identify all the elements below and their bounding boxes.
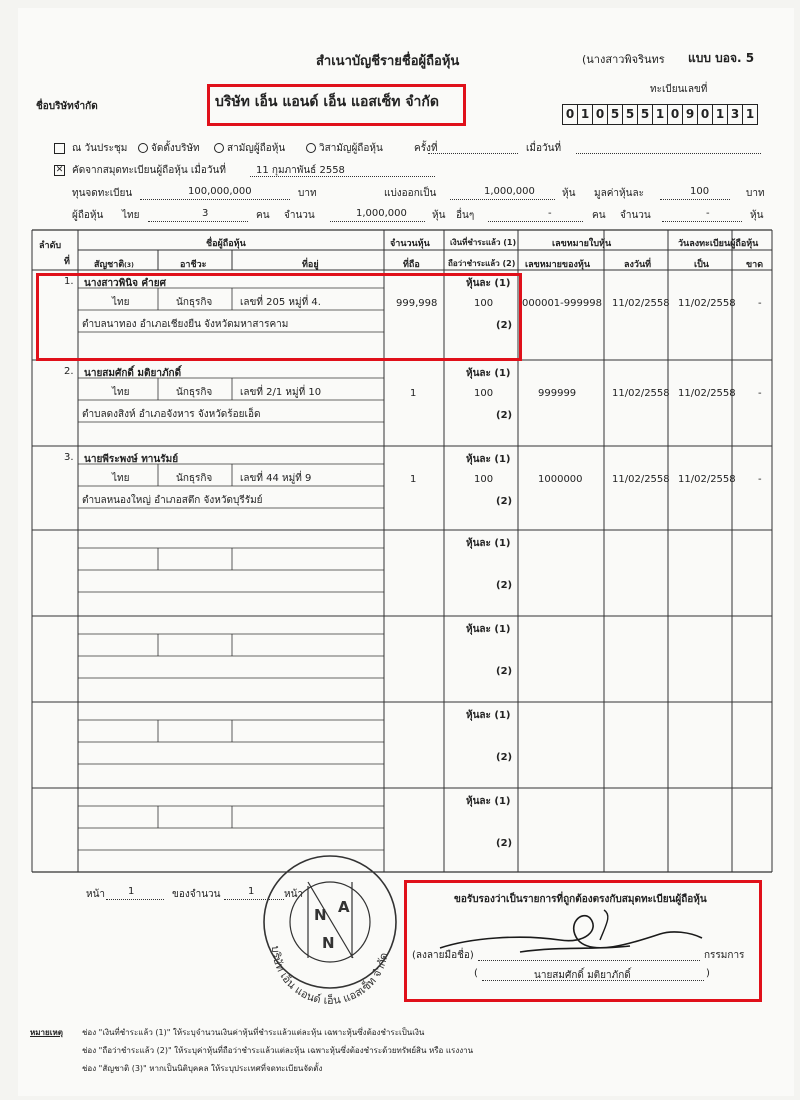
- close-paren: ): [706, 968, 710, 979]
- holder-name: นายสมศักดิ์ มติยาภักดิ์: [84, 368, 182, 379]
- holder-occupation: นักธุรกิจ: [176, 387, 213, 398]
- per-share-label-2: (2): [496, 410, 513, 421]
- col-regdate-header: วันลงทะเบียนผู้ถือหุ้น: [678, 239, 759, 249]
- holder-name: นายพีระพงษ์ ทานรัมย์: [84, 454, 179, 465]
- page-total: 1: [248, 886, 255, 897]
- row-number: 2.: [64, 366, 74, 377]
- copied-date: 11 กุมภาพันธ์ 2558: [256, 165, 345, 176]
- reg-digit: 5: [637, 104, 653, 125]
- per-share-label-2: (2): [496, 752, 513, 763]
- reg-digit: 9: [682, 104, 698, 125]
- document-title: สำเนาบัญชีรายชื่อผู้ถือหุ้น: [316, 54, 460, 69]
- holder-address-line2: ตำบลหนองใหญ่ อำเภอสตึก จังหวัดบุรีรัมย์: [82, 495, 263, 506]
- director-label: กรรมการ: [704, 950, 745, 961]
- note-2: ช่อง "ถือว่าชำระแล้ว (2)" ให้ระบุค่าหุ้นที่ถือว่าชำระแล้วแต่ละหุ้น เฉพาะหุ้นซึ่งต้องชำระด้วยทรัพย์สิน หรือ แรงงาน: [82, 1046, 474, 1055]
- holder-address-line2: ตำบลดงสิงห์ อำเภอจังหาร จังหวัดร้อยเอ็ด: [82, 409, 261, 420]
- col-shares-header: จำนวนหุ้น: [390, 239, 430, 249]
- per-share-label-1: หุ้นละ (1): [466, 454, 511, 465]
- registration-date: 11/02/2558: [678, 388, 736, 399]
- col-paid-header: เงินที่ชำระแล้ว (1): [450, 238, 517, 247]
- thai-label: ไทย: [122, 210, 140, 221]
- per-share-label-1: หุ้นละ (1): [466, 368, 511, 379]
- reg-digit: 1: [712, 104, 728, 125]
- reg-digit: 1: [577, 104, 593, 125]
- registered-capital-label: ทุนจดทะเบียน: [72, 188, 133, 199]
- paid-per-share: 100: [474, 298, 494, 309]
- others-persons-label: คน: [592, 210, 606, 221]
- sign-label: (ลงลายมือชื่อ): [412, 950, 474, 961]
- note-3: ช่อง "สัญชาติ (3)" หากเป็นนิติบุคคล ให้ระบุประเทศที่จดทะเบียนจัดตั้ง: [82, 1064, 323, 1073]
- per-share-label-2: (2): [496, 580, 513, 591]
- open-paren: (: [474, 968, 478, 979]
- thai-shares-unit: หุ้น: [432, 210, 446, 221]
- form-code: แบบ บอจ. 5: [688, 51, 755, 65]
- certificate-date: 11/02/2558: [612, 474, 670, 485]
- par-value: 100: [690, 186, 710, 197]
- total-shares: 1,000,000: [484, 186, 535, 197]
- per-share-label-2: (2): [496, 838, 513, 849]
- per-share-label-2: (2): [496, 496, 513, 507]
- handwritten-note: (นางสาวพิจรินทร: [582, 53, 665, 66]
- copied-from-label: คัดจากสมุดทะเบียนผู้ถือหุ้น เมื่อวันที่: [72, 165, 226, 176]
- reg-digit: 3: [727, 104, 743, 125]
- reg-digit: 0: [697, 104, 713, 125]
- holder-nationality: ไทย: [112, 387, 130, 398]
- certification-text: ขอรับรองว่าเป็นรายการที่ถูกต้องตรงกับสมุดทะเบียนผู้ถือหุ้น: [454, 894, 707, 905]
- holder-nationality: ไทย: [112, 297, 130, 308]
- signer-name: นายสมศักดิ์ มติยาภักดิ์: [534, 970, 631, 981]
- svg-text:A: A: [338, 898, 350, 916]
- others-label: อื่นๆ: [456, 210, 475, 221]
- registered-capital-value: 100,000,000: [188, 186, 252, 197]
- company-name: บริษัท เอ็น แอนด์ เอ็น แอสเซ็ท จำกัด: [215, 94, 439, 110]
- row-number: 1.: [64, 276, 74, 287]
- holder-nationality: ไทย: [112, 473, 130, 484]
- col-cert-no-header: เลขหมายของหุ้น: [525, 260, 590, 270]
- on-date-label: เมื่อวันที่: [526, 143, 562, 154]
- per-share-label-2: (2): [496, 320, 513, 331]
- reg-digit: 0: [667, 104, 683, 125]
- holder-name: นางสาวพินิจ คำยศ: [84, 278, 166, 289]
- holder-shares: 1: [410, 474, 417, 485]
- col-no-header: ลำดับ: [39, 241, 62, 251]
- thai-count: 3: [202, 208, 209, 219]
- others-shares-unit: หุ้น: [750, 210, 764, 221]
- ceased-date: -: [758, 298, 762, 309]
- col-no-header-2: ที่: [64, 257, 70, 267]
- col-occupation-header: อาชีวะ: [180, 260, 207, 270]
- holder-occupation: นักธุรกิจ: [176, 473, 213, 484]
- registration-date: 11/02/2558: [678, 474, 736, 485]
- holder-address-line2: ตำบลนาทอง อำเภอเชียงยืน จังหวัดมหาสารคาม: [82, 319, 289, 330]
- thai-shares: 1,000,000: [356, 208, 407, 219]
- reg-digit: 1: [652, 104, 668, 125]
- col-shares-header-2: ที่ถือ: [403, 260, 420, 270]
- col-nationality-header: สัญชาติ(3): [94, 260, 134, 270]
- col-address-header: ที่อยู่: [302, 260, 319, 270]
- per-share-label-2: (2): [496, 666, 513, 677]
- establish-label: จัดตั้งบริษัท: [151, 143, 200, 154]
- persons-label: คน: [256, 210, 270, 221]
- others-count: -: [548, 208, 552, 219]
- col-cert-date-header: ลงวันที่: [624, 260, 652, 270]
- certificate-date: 11/02/2558: [612, 388, 670, 399]
- certificate-number: 000001-999998: [522, 298, 602, 309]
- col-cert-header: เลขหมายใบหุ้น: [552, 239, 612, 249]
- paid-per-share: 100: [474, 474, 494, 485]
- reg-digit: 0: [592, 104, 608, 125]
- per-share-label-1: หุ้นละ (1): [466, 538, 511, 549]
- at-meeting-label: ณ วันประชุม: [72, 143, 128, 154]
- svg-text:N: N: [322, 934, 335, 952]
- extraordinary-label: วิสามัญผู้ถือหุ้น: [319, 143, 383, 154]
- page-label: หน้า: [86, 889, 106, 900]
- paid-per-share: 100: [474, 388, 494, 399]
- per-share-label-1: หุ้นละ (1): [466, 624, 511, 635]
- registration-label: ทะเบียนเลขที่: [650, 84, 708, 95]
- per-share-label-1: หุ้นละ (1): [466, 710, 511, 721]
- others-amount-label: จำนวน: [620, 210, 651, 221]
- svg-text:N: N: [314, 906, 327, 924]
- col-became-header: เป็น: [694, 260, 709, 270]
- reg-digit: 5: [622, 104, 638, 125]
- reg-digit: 5: [607, 104, 623, 125]
- holders-label: ผู้ถือหุ้น: [72, 210, 104, 221]
- seal-text: บริษัท เอ็น แอนด์ เอ็น แอสเซ็ท จำกัด: [268, 945, 391, 1008]
- holder-shares: 999,998: [396, 298, 438, 309]
- holder-occupation: นักธุรกิจ: [176, 297, 213, 308]
- holder-address-line1: เลขที่ 2/1 หมู่ที่ 10: [240, 387, 322, 398]
- certificate-date: 11/02/2558: [612, 298, 670, 309]
- par-baht-label: บาท: [746, 188, 765, 199]
- ceased-date: -: [758, 474, 762, 485]
- company-label: ชื่อบริษัทจำกัด: [36, 101, 98, 112]
- page-suffix: หน้า: [284, 889, 304, 900]
- note-1: ช่อง "เงินที่ชำระแล้ว (1)" ให้ระบุจำนวนเงินค่าหุ้นที่ชำระแล้วแต่ละหุ้น เฉพาะหุ้นซึ่งต้องชำระเป็นเงิน: [82, 1028, 425, 1037]
- holder-shares: 1: [410, 388, 417, 399]
- page-number: 1: [128, 886, 135, 897]
- times-label: ครั้งที่: [414, 143, 438, 154]
- ordinary-label: สามัญผู้ถือหุ้น: [227, 143, 286, 154]
- reg-digit: 1: [742, 104, 758, 125]
- holder-address-line1: เลขที่ 205 หมู่ที่ 4.: [240, 297, 321, 308]
- divided-label: แบ่งออกเป็น: [384, 188, 437, 199]
- reg-digit: 0: [562, 104, 578, 125]
- certificate-number: 1000000: [538, 474, 583, 485]
- per-share-label-1: หุ้นละ (1): [466, 796, 511, 807]
- of-label: ของจำนวน: [172, 889, 221, 900]
- col-holder-header: ชื่อผู้ถือหุ้น: [206, 239, 246, 249]
- col-ceased-header: ขาด: [746, 260, 764, 270]
- holder-address-line1: เลขที่ 44 หมู่ที่ 9: [240, 473, 312, 484]
- row-number: 3.: [64, 452, 74, 463]
- amount-label: จำนวน: [284, 210, 315, 221]
- ceased-date: -: [758, 388, 762, 399]
- shares-unit: หุ้น: [562, 188, 576, 199]
- par-value-label: มูลค่าหุ้นละ: [594, 188, 644, 199]
- copied-checkbox[interactable]: ✕: [55, 165, 64, 175]
- others-shares: -: [706, 208, 710, 219]
- col-deemed-paid-header: ถือว่าชำระแล้ว (2): [448, 259, 516, 268]
- per-share-label-1: หุ้นละ (1): [466, 278, 511, 289]
- registration-date: 11/02/2558: [678, 298, 736, 309]
- baht-label: บาท: [298, 188, 317, 199]
- certificate-number: 999999: [538, 388, 577, 399]
- notes-label: หมายเหตุ: [30, 1028, 63, 1037]
